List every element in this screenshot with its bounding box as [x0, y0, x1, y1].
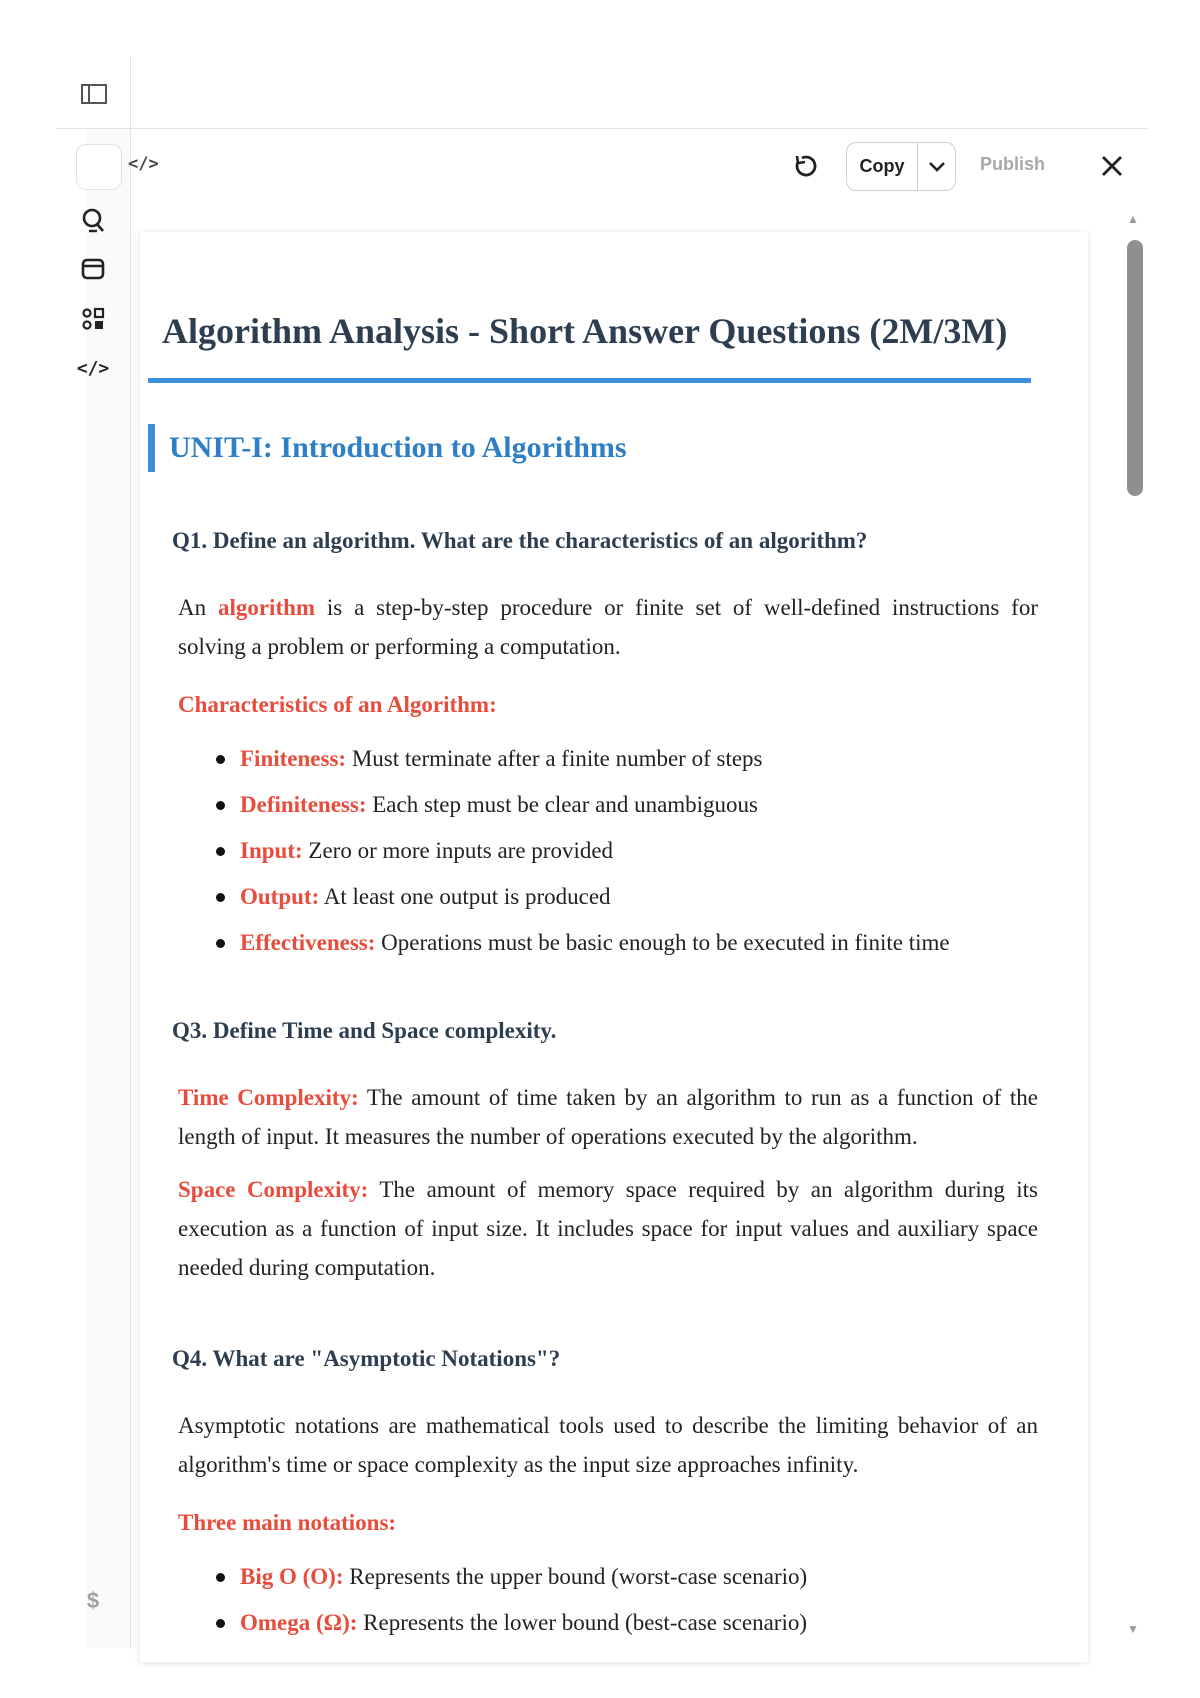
list-item: Input: Zero or more inputs are provided [216, 836, 950, 882]
refresh-icon[interactable] [792, 152, 820, 180]
avatar[interactable] [76, 144, 122, 190]
answer-paragraph: Time Complexity: The amount of time taken by an algorithm to run as a function of the length of input. It measures the number of operations executed by the algorithm. [178, 1085, 1038, 1149]
search-chat-icon[interactable] [80, 206, 106, 234]
copy-dropdown-button[interactable] [918, 143, 955, 190]
publish-button[interactable]: Publish [980, 154, 1046, 174]
copy-button[interactable]: Copy [847, 143, 918, 190]
scrollbar-thumb[interactable] [1127, 240, 1143, 496]
sidebar-divider [130, 56, 131, 1648]
answer-paragraph: An algorithm is a step-by-step procedure or finite set of well-defined instructions for solving a problem or performing a computation. [178, 595, 1038, 659]
list-item: Effectiveness: Operations must be basic enough to be executed in finite time [216, 928, 950, 974]
document-preview [140, 232, 1088, 1662]
sub-heading: Characteristics of an Algorithm: [178, 692, 497, 717]
list-item: Big O (O): Represents the upper bound (worst-case scenario) [216, 1562, 807, 1608]
scroll-up-icon[interactable]: ▲ [1127, 212, 1139, 226]
code-view-toggle[interactable]: </> [128, 154, 159, 174]
dollar-icon[interactable]: $ [86, 1588, 100, 1613]
term-highlight: algorithm [217, 595, 316, 620]
title-underline [148, 378, 1031, 383]
unit-heading: UNIT-I: Introduction to Algorithms [148, 424, 627, 472]
list-item: Finiteness: Must terminate after a finite number of steps [216, 744, 950, 790]
question-heading: Q3. Define Time and Space complexity. [172, 1018, 557, 1043]
sidebar-toggle-icon[interactable] [80, 82, 108, 106]
list-item: Definiteness: Each step must be clear and unambiguous [216, 790, 950, 836]
notations-list [216, 1562, 807, 1654]
header-divider [56, 128, 1148, 129]
chevron-down-icon [928, 161, 946, 173]
scroll-down-icon[interactable]: ▼ [1127, 1622, 1139, 1636]
copy-button-group [846, 142, 956, 191]
sub-heading: Three main notations: [178, 1510, 397, 1535]
page-title: Algorithm Analysis - Short Answer Questions (2M/3M) [162, 311, 1008, 351]
answer-paragraph: Asymptotic notations are mathematical tools used to describe the limiting behavior of an algorithm's time or space complexity as the input size approaches infinity. [178, 1413, 1038, 1477]
archive-icon[interactable] [80, 256, 106, 282]
answer-paragraph: Space Complexity: The amount of memory space required by an algorithm during its execution as a function of input size. It includes space for input values and auxiliary space needed during computation. [178, 1177, 1038, 1280]
characteristics-list [216, 744, 950, 974]
code-icon[interactable]: </> [76, 357, 110, 379]
apps-grid-icon[interactable] [80, 306, 106, 332]
close-icon[interactable] [1100, 154, 1124, 178]
list-item: Omega (Ω): Represents the lower bound (best-case scenario) [216, 1608, 807, 1654]
question-heading: Q1. Define an algorithm. What are the characteristics of an algorithm? [172, 528, 868, 553]
list-item: Output: At least one output is produced [216, 882, 950, 928]
question-heading: Q4. What are "Asymptotic Notations"? [172, 1346, 561, 1371]
